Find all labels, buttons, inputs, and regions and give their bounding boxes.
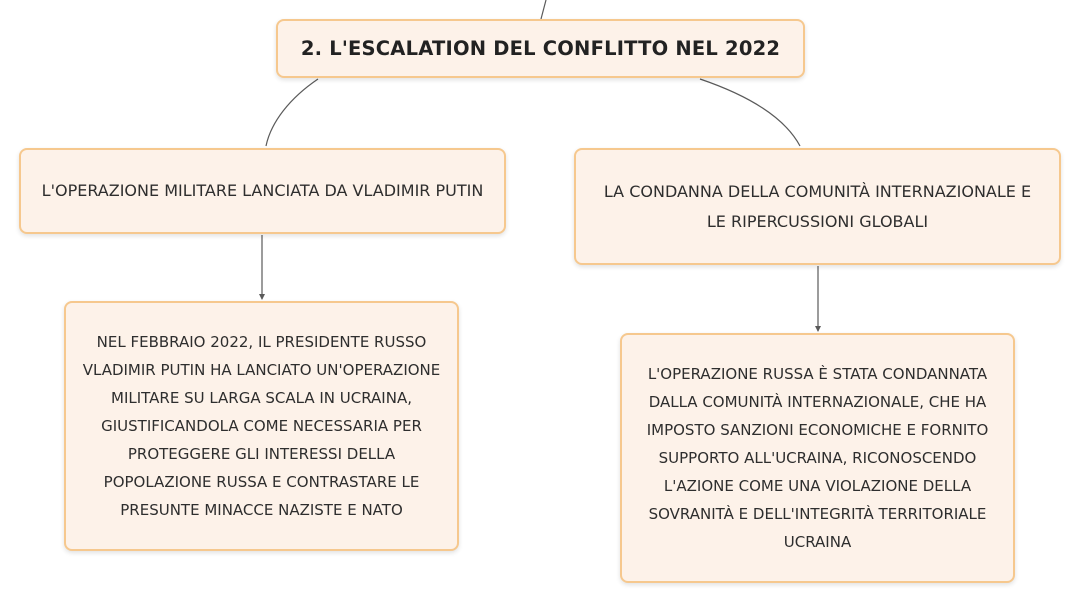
root-topic-text: 2. L'ESCALATION DEL CONFLITTO NEL 2022: [300, 37, 781, 60]
left-branch-title: L'OPERAZIONE MILITARE LANCIATA DA VLADIMIR PUTIN: [41, 181, 484, 200]
connector-parent-to-root: [541, 0, 546, 19]
connector-root-to-left: [266, 79, 318, 146]
root-topic-node[interactable]: [276, 19, 805, 78]
left-detail-text: NEL FEBBRAIO 2022, IL PRESIDENTE RUSSO VLADIMIR PUTIN HA LANCIATO UN'OPERAZIONE MILITARE SU LARGA SCALA IN UCRAINA, GIUSTIFICANDOLA COME NECESSARIA PER PROTEGGERE GLI INTERESSI DELLA POPOLAZIONE RUSSA E CONTRASTARE LE PRESUNTE MINACCE NAZISTE E NATO: [82, 333, 441, 519]
right-branch-title: LA CONDANNA DELLA COMUNITÀ INTERNAZIONALE E LE RIPERCUSSIONI GLOBALI: [603, 181, 1032, 231]
connector-root-to-right: [700, 79, 800, 146]
right-detail-text: L'OPERAZIONE RUSSA È STATA CONDANNATA DALLA COMUNITÀ INTERNAZIONALE, CHE HA IMPOSTO SANZIONI ECONOMICHE E FORNITO SUPPORTO ALL'UCRAINA, RICONOSCENDO L'AZIONE COME UNA VIOLAZIONE DELLA SOVRANITÀ E DELL'INTEGRITÀ TERRITORIALE UCRAINA: [646, 365, 989, 551]
right-branch-node[interactable]: [574, 148, 1061, 265]
left-branch-node[interactable]: [19, 148, 506, 234]
left-detail-node[interactable]: [64, 301, 459, 551]
right-detail-node[interactable]: [620, 333, 1015, 583]
